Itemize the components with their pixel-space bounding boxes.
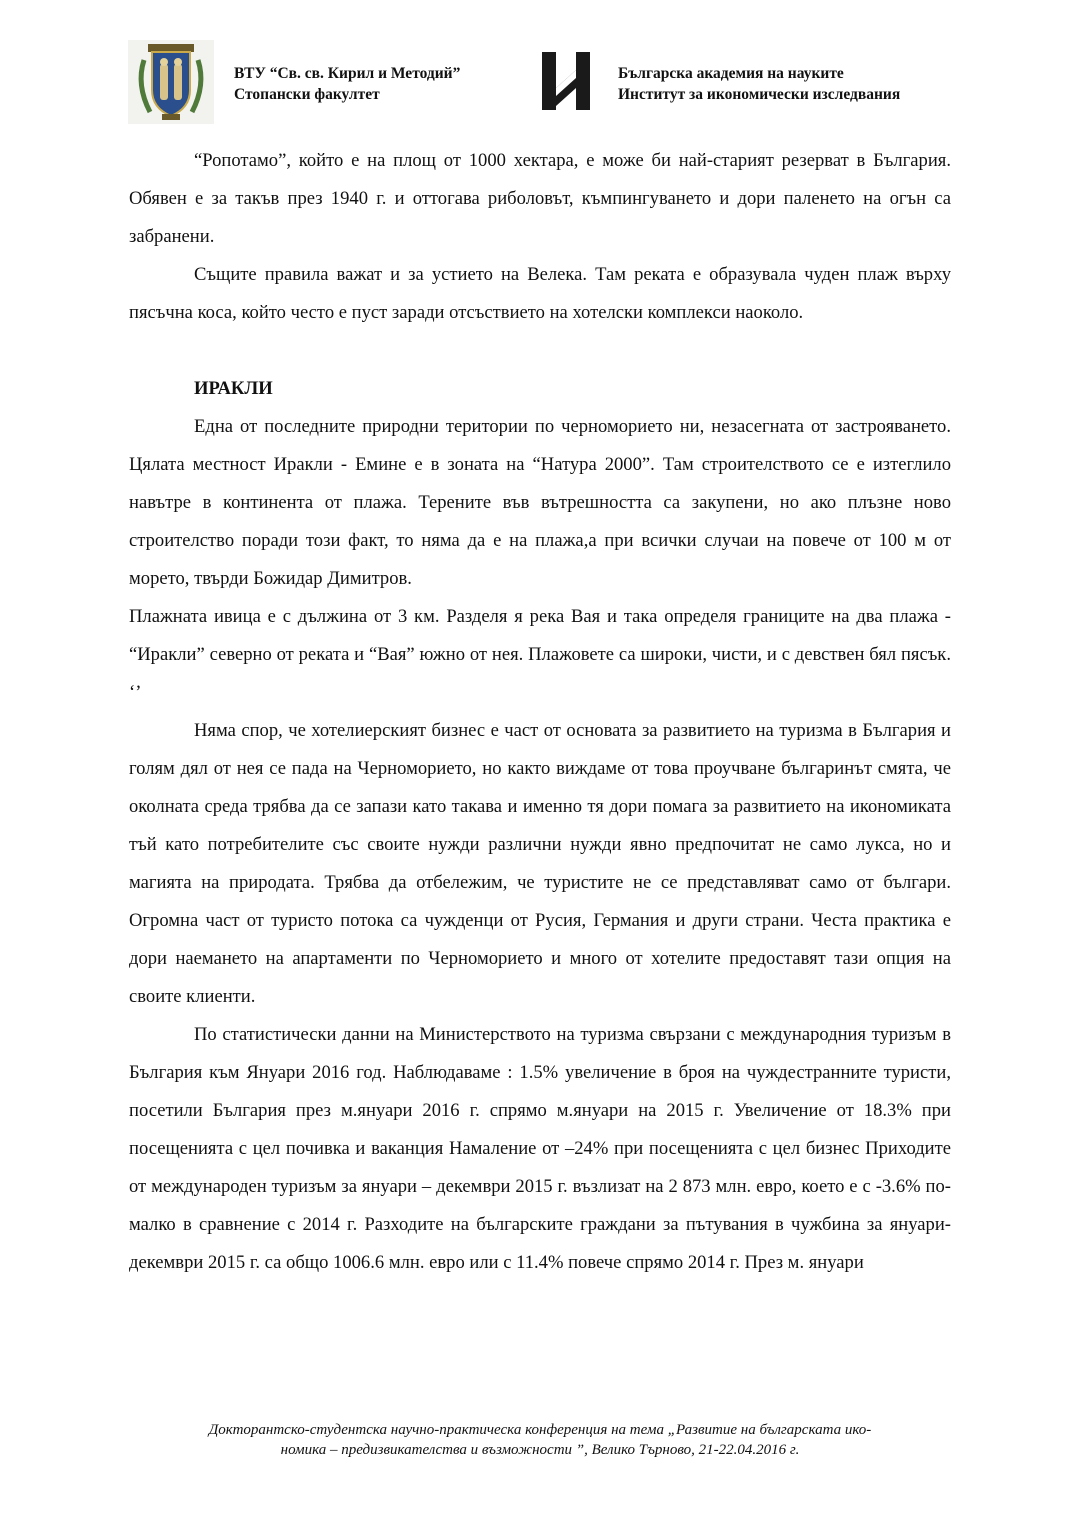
document-body (129, 142, 951, 1282)
paragraph-beach: Плажната ивица е с дължина от 3 км. Разделя я река Вая и така определя границите на два плажа - “Иракли” северно от реката и “Вая” южно от нея. Плажовете са широки, чисти, и с девствен бял пясък. ‘’ (129, 606, 951, 703)
faculty-title: Стопански факултет (234, 86, 380, 103)
page-footer (120, 1420, 960, 1460)
section-heading-irakli: ИРАКЛИ (194, 378, 273, 399)
paragraph-hotel-business: Няма спор, че хотелиерският бизнес е част от основата за развитието на туризма в България и голям дял от нея се пада на Черноморието, но както виждаме от това проучване българинът смята, че околната среда трябва да се запази като такава и именно тя дори помага за развитието на икономиката тъй като потребителите със своите нужди различни нужди явно предпочитат не само лукса, но и магията на природата. Трябва да отбележим, че туристите не се представляват само от българи. Огромна част от туристо потока са чужденци от Русия, Германия и други страни. Честа практика е дори наемането на апартаменти по Черноморието и много от хотелите предоставят тази опция на своите клиенти. (129, 720, 951, 1007)
paragraph-veleka: Същите правила важат и за устието на Велека. Там реката е образувала чуден плаж върху пясъчна коса, който често е пуст заради отсъствието на хотелски комплекси наоколо. (129, 264, 951, 323)
paragraph-irakli: Една от последните природни територии по черноморието ни, незасегната от застрояването. Цялата местност Иракли - Емине е в зоната на “Натура 2000”. Там строителството се е изтеглило навътре в континента от плажа. Терените във вътрешността са закупени, но ако плъзне ново строителство поради този факт, то няма да е на плажа,а при всички случаи на повече от 100 м от морето, твърди Божидар Димитров. (129, 416, 951, 589)
institute-title: Институт за икономически изследвания (618, 86, 901, 103)
paragraph-statistics: По статистически данни на Министерството на туризма свързани с международния туризъм в България към Януари 2016 год. Наблюдаваме : 1.5% увеличение в броя на чуждестранните туристи, посетили България през м.януари 2016 г. спрямо м.януари на 2015 г. Увеличение от 18.3% при посещенията с цел почивка и ваканция Намаление от –24% при посещенията с цел бизнес Приходите от международен туризъм за януари – декември 2015 г. възлизат на 2 873 млн. евро, което е с -3.6% по-малко в сравнение с 2014 г. Разходите на българските граждани за пътувания в чужбина за януари-декември 2015 г. са общо 1006.6 млн. евро или с 11.4% повече спрямо 2014 г. През м. януари (129, 1024, 951, 1273)
footer-line-1: Докторантско-студентска научно-практическа конференция на тема „Развитие на българската ико- (208, 1422, 872, 1438)
academy-title: Българска академия на науките (618, 65, 844, 82)
university-name (234, 63, 460, 105)
academy-name (618, 63, 900, 105)
university-crest-icon (128, 40, 214, 124)
footer-line-2: номика – предизвикателства и възможности ”, Велико Търново, 21-22.04.2016 г. (280, 1442, 800, 1458)
university-title: ВТУ “Св. св. Кирил и Методий” (234, 65, 461, 82)
spacer (129, 332, 951, 370)
institute-logo-icon (538, 48, 594, 114)
paragraph-ropotamo: “Ропотамо”, който е на площ от 1000 хектара, е може би най-старият резерват в България. Обявен е за такъв през 1940 г. и оттогава риболовът, къмпингуването и дори паленето на огън са забранени. (129, 150, 951, 247)
page-header (128, 40, 950, 125)
